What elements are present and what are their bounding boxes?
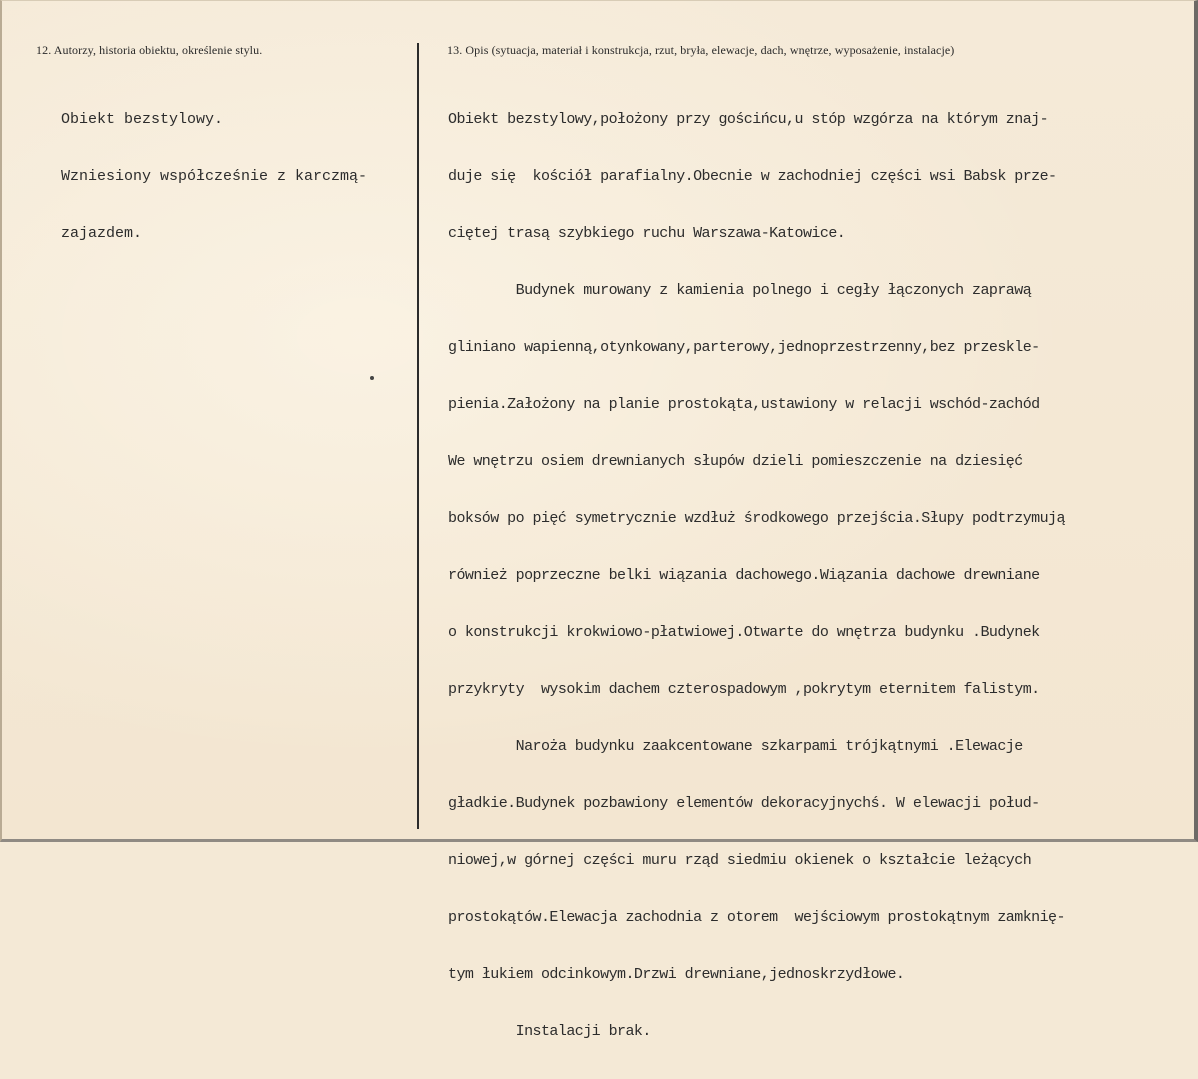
ink-dot (370, 376, 374, 380)
text-line: Instalacji brak. (448, 1023, 651, 1040)
text-line: również poprzeczne belki wiązania dachowego.Wiązania dachowe drewniane (448, 567, 1040, 584)
text-line: prostokątów.Elewacja zachodnia z otorem wejściowym prostokątnym zamknię- (448, 909, 1065, 926)
section-13-text (448, 72, 1065, 1079)
section-12-text (61, 72, 367, 281)
text-line: pienia.Założony na planie prostokąta,ustawiony w relacji wschód-zachód (448, 396, 1040, 413)
section-13-heading: 13. Opis (sytuacja, materiał i konstrukcja, rzut, bryła, elewacje, dach, wnętrze, wyposażenie, instalacje) (447, 43, 955, 57)
text-line: gładkie.Budynek pozbawiony elementów dekoracyjnychś. W elewacji połud- (448, 795, 1040, 812)
section-12-heading: 12. Autorzy, historia obiektu, określenie stylu. (36, 43, 263, 57)
text-line: Naroża budynku zaakcentowane szkarpami trójkątnymi .Elewacje (448, 738, 1023, 755)
text-line: zajazdem. (61, 225, 143, 242)
text-line: Budynek murowany z kamienia polnego i cegły łączonych zaprawą (448, 282, 1032, 299)
text-line: duje się kościół parafialny.Obecnie w zachodniej części wsi Babsk prze- (448, 168, 1057, 185)
text-line: przykryty wysokim dachem czterospadowym ,pokrytym eternitem falistym. (448, 681, 1040, 698)
text-line: Obiekt bezstylowy,położony przy gościńcu,u stóp wzgórza na którym znaj- (448, 111, 1049, 128)
text-line: gliniano wapienną,otynkowany,parterowy,jednoprzestrzenny,bez przeskle- (448, 339, 1040, 356)
text-line: niowej,w górnej części muru rząd siedmiu okienek o kształcie leżących (448, 852, 1032, 869)
text-line: tym łukiem odcinkowym.Drzwi drewniane,jednoskrzydłowe. (448, 966, 905, 983)
column-divider (417, 43, 419, 829)
text-line: o konstrukcji krokwiowo-płatwiowej.Otwarte do wnętrza budynku .Budynek (448, 624, 1040, 641)
text-line: Wzniesiony współcześnie z karczmą- (61, 168, 368, 185)
text-line: ciętej trasą szybkiego ruchu Warszawa-Katowice. (448, 225, 846, 242)
text-line: boksów po pięć symetrycznie wzdłuż środkowego przejścia.Słupy podtrzymują (448, 510, 1065, 527)
text-line: Obiekt bezstylowy. (61, 111, 224, 128)
text-line: We wnętrzu osiem drewnianych słupów dzieli pomieszczenie na dziesięć (448, 453, 1023, 470)
